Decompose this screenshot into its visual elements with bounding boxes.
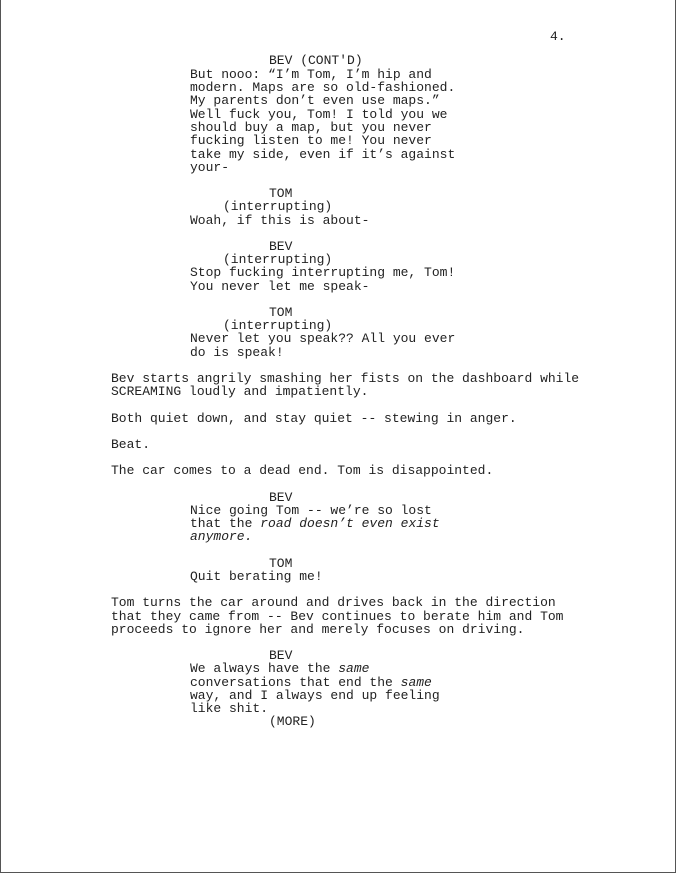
action-line: The car comes to a dead end. Tom is disappointed. (111, 463, 494, 478)
more-marker: (MORE) (269, 714, 316, 729)
parenthetical: (interrupting) (223, 318, 333, 333)
dialogue-emphasis: same (400, 675, 432, 690)
dialogue-line: do is speak! (190, 345, 284, 360)
dialogue-line: take my side, even if it’s against (190, 147, 456, 162)
parenthetical: (interrupting) (223, 252, 333, 267)
dialogue-emphasis: road doesn’t even exist (260, 516, 440, 531)
dialogue-line: But nooo: “I’m Tom, I’m hip and (190, 67, 432, 82)
dialogue-emphasis-line: anymore. (190, 529, 253, 544)
dialogue-line: way, and I always end up feeling (190, 688, 440, 703)
character-cue: BEV (CONT'D) (269, 53, 363, 68)
action-line: SCREAMING loudly and impatiently. (111, 384, 369, 399)
dialogue-line: Stop fucking interrupting me, Tom! (190, 265, 456, 280)
dialogue-line: Quit berating me! (190, 569, 323, 584)
character-cue: BEV (269, 648, 293, 663)
character-cue: TOM (269, 305, 293, 320)
dialogue-line: You never let me speak- (190, 279, 370, 294)
action-line: that they came from -- Bev continues to berate him and Tom (111, 609, 564, 624)
dialogue-line: should buy a map, but you never (190, 120, 432, 135)
dialogue-line (190, 662, 369, 675)
dialogue-line: your- (190, 160, 230, 175)
dialogue-text: conversations that end the (190, 675, 401, 690)
parenthetical: (interrupting) (223, 199, 333, 214)
character-cue: TOM (269, 186, 293, 201)
dialogue-line: like shit. (190, 701, 269, 716)
dialogue-line: Nice going Tom -- we’re so lost (190, 503, 432, 518)
action-line: Beat. (111, 437, 151, 452)
dialogue-text: We always have the (190, 661, 339, 676)
character-cue: BEV (269, 490, 293, 505)
action-line: Both quiet down, and stay quiet -- stewing in anger. (111, 411, 517, 426)
action-line: proceeds to ignore her and merely focuses on driving. (111, 622, 525, 637)
character-cue: TOM (269, 556, 293, 571)
character-cue: BEV (269, 239, 293, 254)
dialogue-line: Never let you speak?? All you ever (190, 331, 456, 346)
action-line: Bev starts angrily smashing her fists on the dashboard while (111, 371, 580, 386)
action-line: Tom turns the car around and drives back in the direction (111, 595, 556, 610)
dialogue-emphasis: same (338, 661, 370, 676)
dialogue-line: modern. Maps are so old-fashioned. (190, 80, 456, 95)
dialogue-line: My parents don’t even use maps.” (190, 93, 440, 108)
dialogue-line: fucking listen to me! You never (190, 133, 432, 148)
dialogue-text: that the (190, 516, 261, 531)
dialogue-line: Well fuck you, Tom! I told you we (190, 107, 448, 122)
dialogue-line: Woah, if this is about- (190, 213, 370, 228)
page-number: 4. (550, 29, 566, 44)
